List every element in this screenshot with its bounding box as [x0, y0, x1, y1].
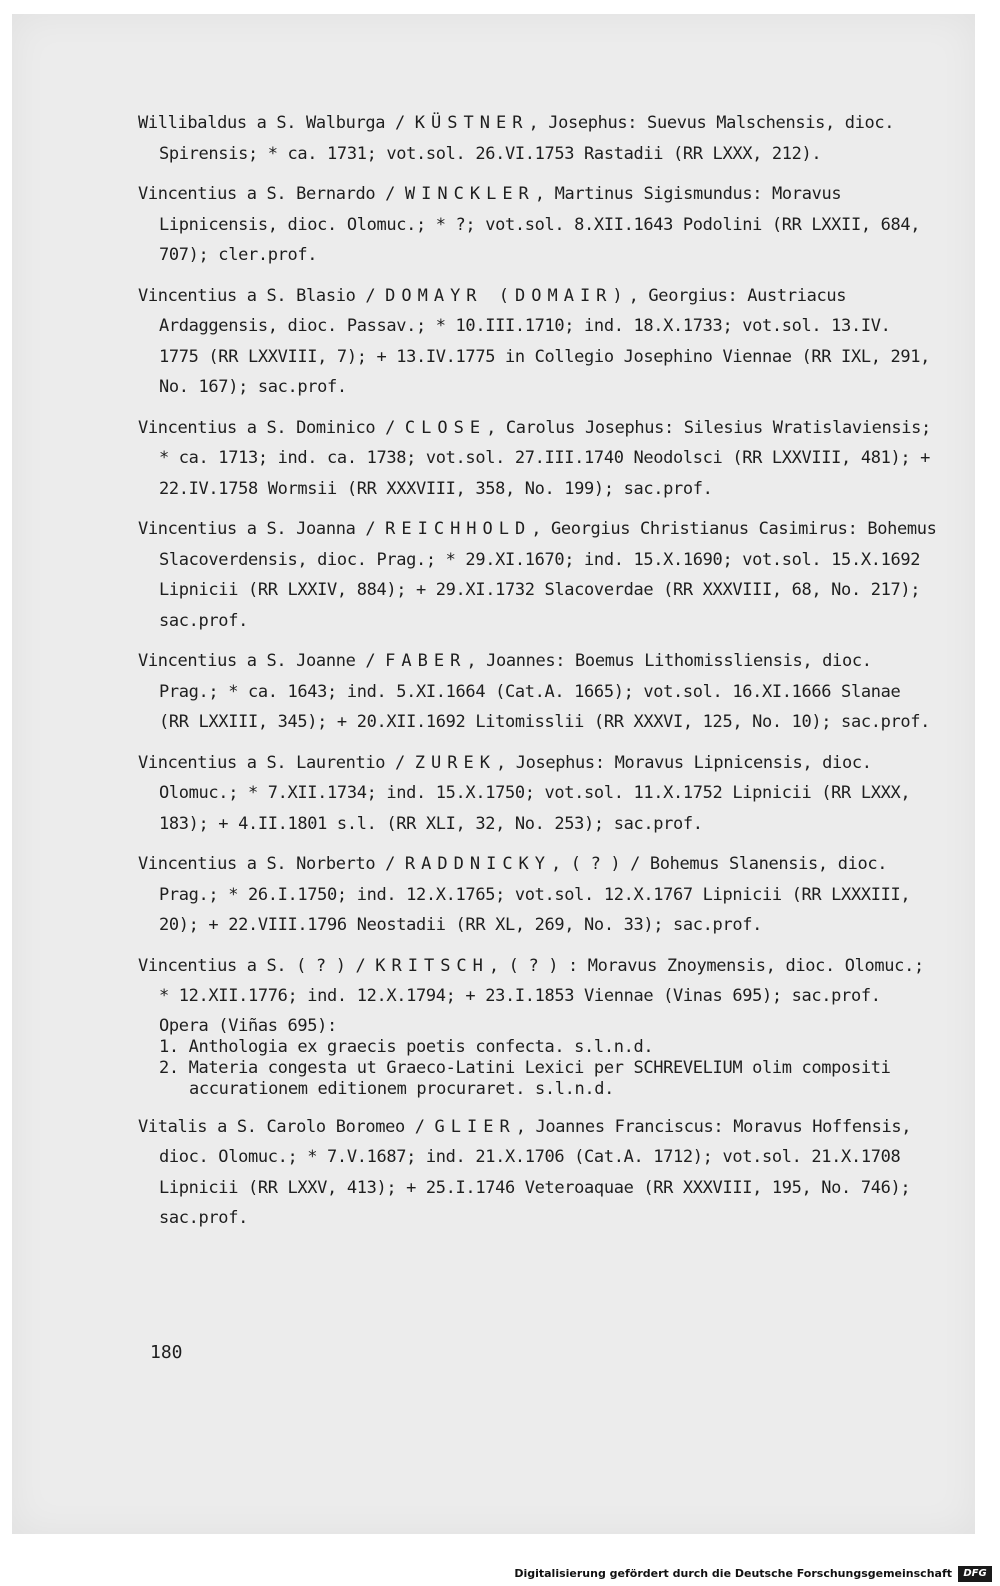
- entry-details: , Carolus Josephus: Silesius Wratislaviensis; * ca. 1713; ind. ca. 1738; vot.sol. 27.III.1740 Neodolsci (RR LXXVIII, 481); + 22.IV.1758 Wormsii (RR XXXVIII, 358, No. 199); sac.prof.: [159, 417, 931, 499]
- entry: [138, 849, 938, 941]
- entry: [138, 281, 938, 403]
- entry-name: Willibaldus a S. Walburga /: [138, 113, 415, 133]
- entry-name: Vincentius a S. Laurentio /: [138, 752, 415, 773]
- entry: [138, 951, 938, 1012]
- entry-details: , Joannes: Boemus Lithomissliensis, dioc. Prag.; * ca. 1643; ind. 5.XI.1664 (Cat.A. 1665); vot.sol. 16.XI.1666 Slanae (RR LXXIII, 345); + 20.XII.1692 Litomisslii (RR XXXVI, 125, No. 10); sac.prof.: [159, 651, 931, 732]
- entry: [138, 1112, 938, 1234]
- entry-details: , Josephus: Suevus Malschensis, dioc. Spirensis; * ca. 1731; vot.sol. 26.VI.1753 Rastadii (RR LXXX, 212).: [159, 113, 895, 164]
- entry-details: , Martinus Sigismundus: Moravus Lipnicensis, dioc. Olomuc.; * ?; vot.sol. 8.XII.1643 Podolini (RR LXXII, 684, 707); cler.prof.: [159, 184, 921, 265]
- entry-details: , Josephus: Moravus Lipnicensis, dioc. Olomuc.; * 7.XII.1734; ind. 15.X.1750; vot.sol. 11.X.1752 Lipnicii (RR LXXX, 183); + 4.II.1801 s.l. (RR XLI, 32, No. 253); sac.prof.: [159, 752, 911, 834]
- entry: [138, 179, 938, 271]
- entry: [138, 748, 938, 840]
- entry-details: , Georgius Christianus Casimirus: Bohemus Slacoverdensis, dioc. Prag.; * 29.XI.1670; ind. 15.X.1690; vot.sol. 15.X.1692 Lipnicii (RR LXXIV, 884); + 29.XI.1732 Slacoverdae (RR XXXVIII, 68, No. 217); sac.prof.: [159, 519, 937, 631]
- entry-details: , Georgius: Austriacus Ardaggensis, dioc. Passav.; * 10.III.1710; ind. 18.X.1733; vot.sol. 13.IV. 1775 (RR LXXVIII, 7); + 13.IV.1775 in Collegio Josephino Viennae (RR IXL, 291, No. 167); sac.prof.: [159, 285, 931, 397]
- entry: [138, 646, 938, 738]
- entry-surname: GLIER: [434, 1116, 516, 1137]
- entry-name: Vincentius a S. Dominico /: [138, 417, 405, 438]
- entry-name: Vincentius a S. Norberto /: [138, 854, 405, 874]
- entry-surname: RADDNICKY: [404, 854, 552, 874]
- entry-surname: CLOSE: [404, 417, 487, 438]
- opera-heading: Opera (Viñas 695):: [159, 1015, 337, 1036]
- entry-details: , ( ? ) / Bohemus Slanensis, dioc. Prag.; * 26.I.1750; ind. 12.X.1765; vot.sol. 12.X.1767 Lipnicii (RR LXXXIII, 20); + 22.VIII.1796 Neostadii (RR XL, 269, No. 33); sac.prof.: [159, 854, 911, 935]
- entry-name: Vitalis a S. Carolo Boromeo /: [138, 1116, 435, 1137]
- entry: [138, 514, 938, 636]
- opera-item: 1. Anthologia ex graecis poetis confecta. s.l.n.d.: [159, 1036, 654, 1057]
- entry-name: Vincentius a S. ( ? ) /: [138, 955, 376, 976]
- opera-item: 2. Materia congesta ut Graeco-Latini Lexici per SCHREVELIUM olim compositi accurationem editionem procuraret. s.l.n.d.: [159, 1057, 891, 1099]
- entry-list: [138, 108, 938, 1244]
- entry: [138, 108, 938, 169]
- opera-list: [138, 1016, 938, 1100]
- entry-surname: KRITSCH: [375, 955, 489, 976]
- entry-name: Vincentius a S. Joanna /: [138, 519, 386, 539]
- entry-name: Vincentius a S. Bernardo /: [138, 184, 405, 204]
- entry-name: Vincentius a S. Blasio /: [138, 285, 386, 306]
- entry-surname: REICHHOLD: [385, 519, 532, 539]
- entry-surname: ZUREK: [414, 752, 496, 773]
- entry-name: Vincentius a S. Joanne /: [138, 651, 386, 671]
- entry-surname: FABER: [385, 651, 467, 671]
- entry-details: , ( ? ) : Moravus Znoymensis, dioc. Olomuc.; * 12.XII.1776; ind. 12.X.1794; + 23.I.1853 Viennae (Vinas 695); sac.prof.: [159, 955, 924, 1006]
- dfg-logo: DFG: [958, 1566, 992, 1582]
- entry-surname: DOMAYR (DOMAIR): [385, 285, 629, 306]
- entry-details: , Joannes Franciscus: Moravus Hoffensis, dioc. Olomuc.; * 7.V.1687; ind. 21.X.1706 (Cat.A. 1712); vot.sol. 21.X.1708 Lipnicii (RR LXXV, 413); + 25.I.1746 Veteroaquae (RR XXXVIII, 195, No. 746); sac.prof.: [159, 1116, 912, 1228]
- entry: [138, 413, 938, 505]
- digitization-credit: Digitalisierung gefördert durch die Deutsche Forschungsgemeinschaft: [514, 1567, 952, 1580]
- entry-surname: WINCKLER: [404, 184, 535, 204]
- page-number: 180: [150, 1342, 183, 1363]
- entry-surname: KÜSTNER: [414, 113, 529, 133]
